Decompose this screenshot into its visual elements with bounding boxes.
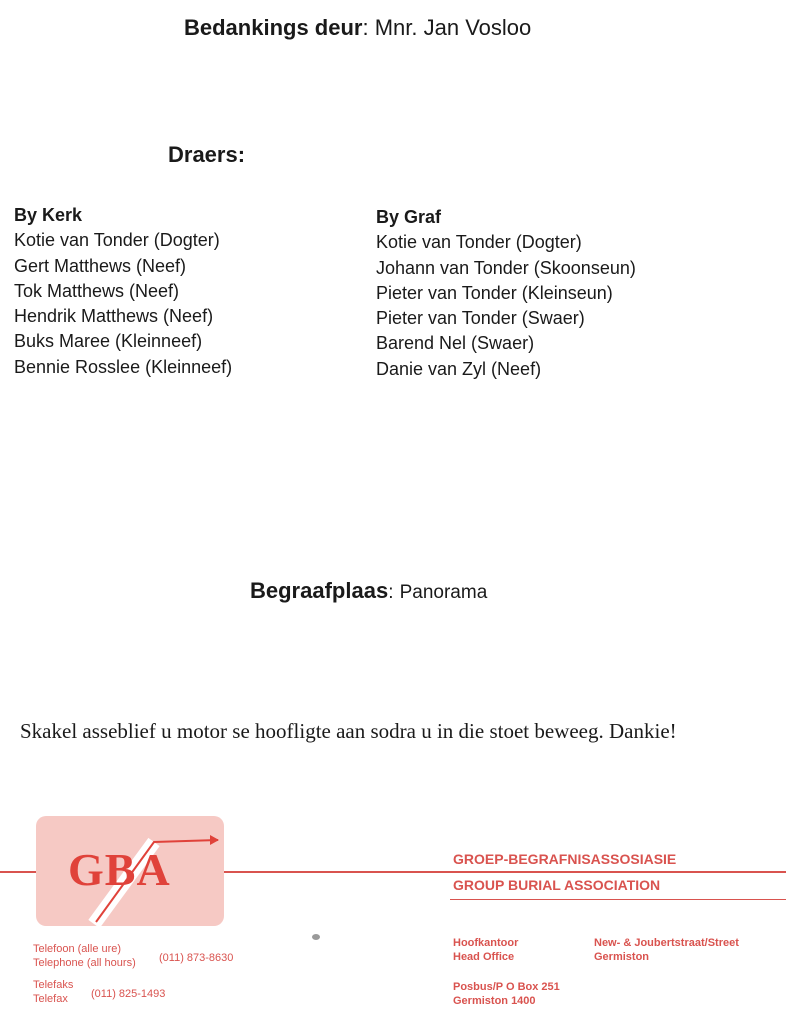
city-line: Germiston <box>594 951 650 963</box>
list-item: Hendrik Matthews (Neef) <box>14 306 214 327</box>
list-item: Danie van Zyl (Neef) <box>376 358 542 379</box>
list-item: Kotie van Tonder (Dogter) <box>376 232 582 253</box>
fax-number: (011) 825-1493 <box>91 988 166 1000</box>
list-item: Gert Matthews (Neef) <box>14 255 187 276</box>
list-item: Buks Maree (Kleinneef) <box>14 331 203 352</box>
cemetery-label: Begraafplaas <box>250 578 389 603</box>
street-line: New- & Joubertstraat/Street <box>594 937 739 949</box>
list-item: Tok Matthews (Neef) <box>14 280 180 301</box>
phone-label-afrikaans: Telefoon (alle ure) <box>33 943 122 955</box>
head-office <box>453 936 518 964</box>
head-office-english: Head Office <box>453 951 515 963</box>
list-item: Pieter van Tonder (Kleinseun) <box>376 282 613 303</box>
grave-pallbearers-list <box>376 205 636 382</box>
thanks-label: Bedankings deur <box>184 15 363 40</box>
phone-label-english: Telephone (all hours) <box>33 957 136 969</box>
list-item: Bennie Rosslee (Kleinneef) <box>14 356 233 377</box>
head-office-afrikaans: Hoofkantoor <box>453 937 519 949</box>
cemetery-colon: : <box>388 582 394 603</box>
pallbearers-title: Draers: <box>168 142 246 167</box>
street-address <box>594 936 739 964</box>
cemetery-value: Panorama <box>399 582 488 603</box>
list-item: Pieter van Tonder (Swaer) <box>376 308 585 329</box>
thanks-line <box>184 15 531 41</box>
cemetery-line <box>250 578 487 604</box>
footer-rule-secondary <box>450 899 786 900</box>
postal-address <box>453 980 560 1008</box>
thanks-colon: : <box>362 15 369 40</box>
list-item: Barend Nel (Swaer) <box>376 333 535 354</box>
list-item: Johann van Tonder (Skoonseun) <box>376 257 636 278</box>
thanks-value: Mnr. Jan Vosloo <box>374 15 532 40</box>
church-heading: By Kerk <box>14 205 83 225</box>
headlights-note: Skakel asseblief u motor se hoofligte aan sodra u in die stoet beweeg. Dankie! <box>20 719 677 743</box>
list-item: Kotie van Tonder (Dogter) <box>14 230 220 251</box>
fax-label-english: Telefax <box>33 993 68 1005</box>
org-name-afrikaans: GROEP-BEGRAFNISASSOSIASIE <box>453 851 677 867</box>
po-box-line: Posbus/P O Box 251 <box>453 981 560 993</box>
fax-label <box>33 978 73 1006</box>
ink-speck <box>312 934 320 940</box>
church-pallbearers-list <box>14 203 232 380</box>
phone-number: (011) 873-8630 <box>159 952 234 964</box>
gba-logo: GBA <box>68 844 171 895</box>
po-city-line: Germiston 1400 <box>453 995 536 1007</box>
phone-label <box>33 942 136 970</box>
grave-heading: By Graf <box>376 207 442 227</box>
org-name-english: GROUP BURIAL ASSOCIATION <box>453 877 661 893</box>
fax-label-afrikaans: Telefaks <box>33 979 74 991</box>
